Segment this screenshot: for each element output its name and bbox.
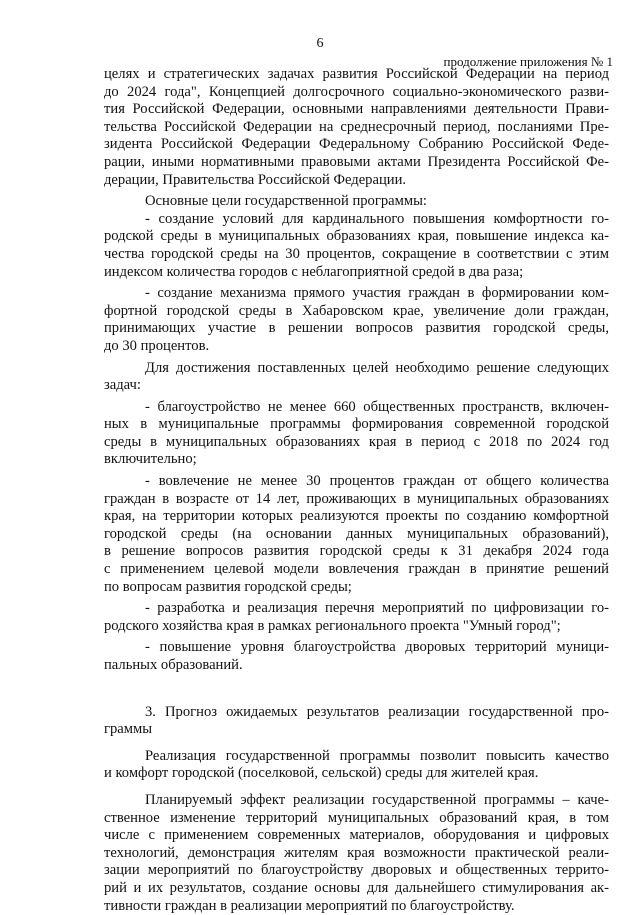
text-line: родского хозяйства края в рамках регионального проекта "Умный город"; (104, 617, 561, 634)
text-line: целях и стратегических задачах развития Российской Федерации на период (104, 66, 609, 82)
section-lead: Для достижения поставленных целей необходимо решение следующих (145, 359, 609, 376)
text-line: тия Российской Федерации, основными направлениями деятельности Прави- (104, 101, 609, 118)
text-line: ственное изменение территорий муниципальных образований края, в том (104, 809, 609, 826)
text-line: задач: (104, 377, 141, 394)
text-line: ных в муниципальные программы формирования современной городской (104, 416, 609, 433)
text-line: городской среды (на основании данных муниципальных образований), (104, 525, 609, 542)
text-line: зидента Российской Федерации Федеральному Собранию Российской Феде- (104, 136, 609, 153)
list-item: - создание условий для кардинального повышения комфортности го- (145, 210, 609, 227)
list-item: - благоустройство не менее 660 общественных пространств, включен- (145, 398, 609, 415)
section-heading-cont: граммы (104, 721, 153, 738)
text-line: зации мероприятий по благоустройству дворовых и общественных террито- (104, 862, 609, 879)
text-line: рации, иными нормативными правовыми актами Президента Российской Фе- (104, 153, 609, 170)
text-line: тивности граждан в реализации мероприятий по благоустройству. (104, 897, 515, 914)
section-heading: 3. Прогноз ожидаемых результатов реализации государственной про- (145, 703, 609, 720)
text-line: по вопросам развития городской среды; (104, 578, 352, 595)
text-line: с применением целевой модели вовлечения граждан в принятие решений (104, 561, 609, 578)
text-line: в решение вопросов развития городской среды к 31 декабря 2024 года (104, 543, 609, 560)
paragraph-start: Планируемый эффект реализации государственной программы – каче- (145, 791, 609, 808)
list-item: - повышение уровня благоустройства дворовых территорий муници- (145, 639, 609, 656)
text-line: края, на территории которых реализуются проекты по созданию комфортной (104, 508, 609, 525)
document-body (104, 66, 609, 915)
text-line: родской среды в муниципальных образованиях края, повышение индекса ка- (104, 228, 609, 245)
list-item: - создание механизма прямого участия граждан в формировании ком- (145, 285, 609, 302)
text-line: принимающих участие в решении вопросов развития городской среды, (104, 320, 609, 337)
text-line: граждан в возрасте от 14 лет, проживающих в муниципальных образованиях (104, 490, 609, 507)
paragraph-start: Реализация государственной программы позволит повысить качество (145, 747, 609, 764)
appendix-continuation-note: продолжение приложения № 1 (443, 54, 613, 69)
text-line: числе с применением современных материалов, оборудования и цифровых (104, 827, 609, 844)
text-line: рий и их результатов, создание основы для дальнейшего стимулирования ак- (104, 879, 609, 896)
text-line: фортной городской среды в Хабаровском крае, увеличение доли граждан, (104, 302, 609, 319)
text-line: чества городской среды на 30 процентов, сокращение в соответствии с этим (104, 245, 609, 262)
text-line: до 2024 года", Концепцией долгосрочного социально-экономического разви- (104, 83, 609, 100)
list-item: - разработка и реализация перечня мероприятий по цифровизации го- (145, 600, 609, 617)
list-item: - вовлечение не менее 30 процентов граждан от общего количества (145, 473, 609, 490)
section-lead: Основные цели государственной программы: (145, 193, 427, 210)
text-line: до 30 процентов. (104, 337, 210, 354)
text-line: тельства Российской Федерации на среднесрочный период, посланиями Пре- (104, 118, 609, 135)
text-line: и комфорт городской (поселковой, сельской) среды для жителей края. (104, 765, 539, 782)
text-line: дерации, Правительства Российской Федерации. (104, 171, 407, 188)
text-line: индексом количества городов с неблагоприятной средой в два раза; (104, 263, 524, 280)
text-line: включительно; (104, 451, 197, 468)
text-line: технологий, демонстрация жителям края возможности практической реали- (104, 844, 609, 861)
text-line: пальных образований. (104, 657, 243, 673)
page-number: 6 (316, 36, 324, 51)
text-line: среды в муниципальных образованиях края в период с 2018 по 2024 год (104, 433, 609, 450)
